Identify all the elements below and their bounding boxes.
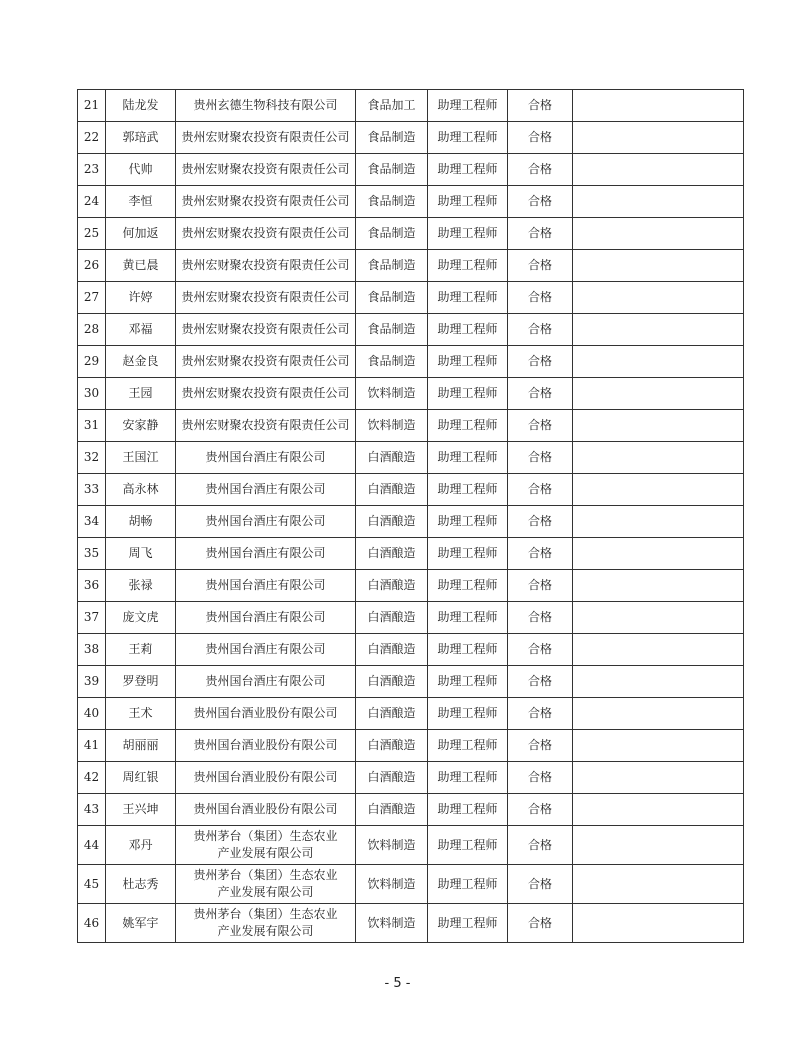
cell-organization: 贵州宏财聚农投资有限责任公司: [176, 346, 356, 378]
cell-result: 合格: [508, 762, 573, 794]
cell-organization: 贵州国台酒庄有限公司: [176, 634, 356, 666]
cell-organization: 贵州国台酒庄有限公司: [176, 442, 356, 474]
cell-note: [573, 122, 744, 154]
cell-name: 王园: [106, 378, 176, 410]
cell-number: 44: [78, 826, 106, 865]
table-row: [78, 410, 744, 442]
cell-field: 饮料制造: [356, 865, 428, 904]
cell-organization: [176, 865, 356, 904]
cell-title: 助理工程师: [428, 250, 508, 282]
page-number: - 5 -: [384, 976, 411, 991]
cell-title: 助理工程师: [428, 865, 508, 904]
cell-field: 食品制造: [356, 250, 428, 282]
cell-name: 代帅: [106, 154, 176, 186]
cell-title: 助理工程师: [428, 378, 508, 410]
cell-note: [573, 314, 744, 346]
cell-number: 36: [78, 570, 106, 602]
cell-note: [573, 186, 744, 218]
cell-number: 34: [78, 506, 106, 538]
cell-name: 姚军宇: [106, 904, 176, 943]
organization-line-2: 产业发展有限公司: [217, 885, 314, 899]
cell-organization: 贵州宏财聚农投资有限责任公司: [176, 218, 356, 250]
organization-line-1: 贵州茅台（集团）生态农业: [193, 868, 338, 882]
cell-note: [573, 378, 744, 410]
cell-result: 合格: [508, 865, 573, 904]
cell-note: [573, 506, 744, 538]
cell-field: 白酒酿造: [356, 794, 428, 826]
cell-organization: 贵州国台酒庄有限公司: [176, 602, 356, 634]
organization-line-1: 贵州茅台（集团）生态农业: [193, 907, 338, 921]
cell-result: 合格: [508, 666, 573, 698]
table-row: [78, 904, 744, 943]
cell-note: [573, 218, 744, 250]
cell-name: 郭琣武: [106, 122, 176, 154]
cell-result: 合格: [508, 794, 573, 826]
cell-title: 助理工程师: [428, 218, 508, 250]
cell-note: [573, 282, 744, 314]
cell-note: [573, 602, 744, 634]
cell-title: 助理工程师: [428, 794, 508, 826]
cell-result: 合格: [508, 442, 573, 474]
cell-title: 助理工程师: [428, 602, 508, 634]
cell-number: 25: [78, 218, 106, 250]
cell-title: 助理工程师: [428, 186, 508, 218]
table-row: [78, 602, 744, 634]
cell-result: 合格: [508, 634, 573, 666]
cell-title: 助理工程师: [428, 904, 508, 943]
table-row: [78, 666, 744, 698]
cell-title: 助理工程师: [428, 570, 508, 602]
cell-result: 合格: [508, 122, 573, 154]
table-row: [78, 474, 744, 506]
cell-organization: 贵州宏财聚农投资有限责任公司: [176, 122, 356, 154]
cell-name: 罗登明: [106, 666, 176, 698]
cell-note: [573, 570, 744, 602]
cell-result: 合格: [508, 90, 573, 122]
cell-field: 白酒酿造: [356, 442, 428, 474]
cell-field: 饮料制造: [356, 410, 428, 442]
cell-note: [573, 730, 744, 762]
cell-field: 白酒酿造: [356, 666, 428, 698]
table-row: [78, 90, 744, 122]
cell-name: 周飞: [106, 538, 176, 570]
cell-number: 32: [78, 442, 106, 474]
cell-title: 助理工程师: [428, 90, 508, 122]
cell-title: 助理工程师: [428, 730, 508, 762]
cell-name: 何加返: [106, 218, 176, 250]
table-row: [78, 794, 744, 826]
cell-organization: 贵州宏财聚农投资有限责任公司: [176, 282, 356, 314]
cell-title: 助理工程师: [428, 346, 508, 378]
table-row: [78, 314, 744, 346]
cell-result: 合格: [508, 538, 573, 570]
cell-field: 白酒酿造: [356, 602, 428, 634]
cell-note: [573, 762, 744, 794]
cell-note: [573, 538, 744, 570]
cell-number: 30: [78, 378, 106, 410]
cell-organization: 贵州国台酒业股份有限公司: [176, 698, 356, 730]
cell-name: 王术: [106, 698, 176, 730]
cell-field: 食品制造: [356, 282, 428, 314]
cell-number: 27: [78, 282, 106, 314]
cell-title: 助理工程师: [428, 698, 508, 730]
roster-table: [77, 89, 744, 943]
cell-organization: 贵州国台酒庄有限公司: [176, 538, 356, 570]
table-row: [78, 122, 744, 154]
cell-result: 合格: [508, 730, 573, 762]
cell-name: 李恒: [106, 186, 176, 218]
cell-field: 食品加工: [356, 90, 428, 122]
cell-result: 合格: [508, 826, 573, 865]
cell-note: [573, 698, 744, 730]
cell-note: [573, 666, 744, 698]
table-row: [78, 730, 744, 762]
cell-number: 23: [78, 154, 106, 186]
cell-organization: 贵州国台酒庄有限公司: [176, 570, 356, 602]
cell-number: 24: [78, 186, 106, 218]
table-row: [78, 506, 744, 538]
cell-result: 合格: [508, 698, 573, 730]
cell-field: 白酒酿造: [356, 730, 428, 762]
cell-number: 31: [78, 410, 106, 442]
cell-field: 白酒酿造: [356, 538, 428, 570]
cell-name: 王兴坤: [106, 794, 176, 826]
cell-name: 高永林: [106, 474, 176, 506]
cell-result: 合格: [508, 474, 573, 506]
cell-number: 29: [78, 346, 106, 378]
cell-number: 41: [78, 730, 106, 762]
cell-title: 助理工程师: [428, 282, 508, 314]
table-row: [78, 218, 744, 250]
cell-title: 助理工程师: [428, 122, 508, 154]
cell-field: 白酒酿造: [356, 762, 428, 794]
organization-line-2: 产业发展有限公司: [217, 924, 314, 938]
cell-name: 黄已晨: [106, 250, 176, 282]
cell-number: 39: [78, 666, 106, 698]
cell-name: 胡畅: [106, 506, 176, 538]
cell-number: 28: [78, 314, 106, 346]
cell-field: 食品制造: [356, 122, 428, 154]
cell-field: 饮料制造: [356, 904, 428, 943]
cell-organization: 贵州宏财聚农投资有限责任公司: [176, 154, 356, 186]
cell-name: 王莉: [106, 634, 176, 666]
cell-name: 许婷: [106, 282, 176, 314]
cell-number: 40: [78, 698, 106, 730]
cell-field: 食品制造: [356, 154, 428, 186]
cell-result: 合格: [508, 218, 573, 250]
cell-note: [573, 865, 744, 904]
cell-title: 助理工程师: [428, 826, 508, 865]
cell-field: 食品制造: [356, 186, 428, 218]
cell-field: 白酒酿造: [356, 570, 428, 602]
cell-organization: 贵州宏财聚农投资有限责任公司: [176, 186, 356, 218]
cell-field: 白酒酿造: [356, 474, 428, 506]
cell-result: 合格: [508, 282, 573, 314]
cell-name: 周红银: [106, 762, 176, 794]
cell-note: [573, 250, 744, 282]
organization-line-1: 贵州茅台（集团）生态农业: [193, 829, 338, 843]
cell-field: 食品制造: [356, 346, 428, 378]
cell-number: 21: [78, 90, 106, 122]
cell-number: 42: [78, 762, 106, 794]
cell-number: 22: [78, 122, 106, 154]
cell-note: [573, 474, 744, 506]
table-row: [78, 442, 744, 474]
table-row: [78, 865, 744, 904]
cell-name: 胡丽丽: [106, 730, 176, 762]
cell-result: 合格: [508, 378, 573, 410]
cell-note: [573, 442, 744, 474]
cell-note: [573, 794, 744, 826]
cell-result: 合格: [508, 506, 573, 538]
cell-organization: 贵州宏财聚农投资有限责任公司: [176, 378, 356, 410]
table-row: [78, 634, 744, 666]
cell-field: 白酒酿造: [356, 698, 428, 730]
cell-organization: 贵州国台酒庄有限公司: [176, 474, 356, 506]
cell-note: [573, 410, 744, 442]
cell-field: 饮料制造: [356, 378, 428, 410]
cell-result: 合格: [508, 186, 573, 218]
cell-result: 合格: [508, 154, 573, 186]
table-row: [78, 570, 744, 602]
table-row: [78, 186, 744, 218]
table-row: [78, 698, 744, 730]
cell-number: 46: [78, 904, 106, 943]
cell-title: 助理工程师: [428, 506, 508, 538]
table-row: [78, 346, 744, 378]
cell-organization: 贵州玄德生物科技有限公司: [176, 90, 356, 122]
cell-result: 合格: [508, 904, 573, 943]
cell-title: 助理工程师: [428, 666, 508, 698]
cell-name: 安家静: [106, 410, 176, 442]
cell-title: 助理工程师: [428, 538, 508, 570]
cell-title: 助理工程师: [428, 474, 508, 506]
organization-line-2: 产业发展有限公司: [217, 846, 314, 860]
table-row: [78, 538, 744, 570]
cell-number: 45: [78, 865, 106, 904]
cell-note: [573, 346, 744, 378]
cell-field: 食品制造: [356, 218, 428, 250]
cell-note: [573, 154, 744, 186]
cell-number: 43: [78, 794, 106, 826]
roster-body: [78, 90, 744, 943]
cell-result: 合格: [508, 346, 573, 378]
cell-result: 合格: [508, 602, 573, 634]
cell-name: 邓福: [106, 314, 176, 346]
table-row: [78, 250, 744, 282]
cell-organization: 贵州国台酒庄有限公司: [176, 666, 356, 698]
cell-organization: 贵州国台酒业股份有限公司: [176, 730, 356, 762]
cell-note: [573, 90, 744, 122]
cell-title: 助理工程师: [428, 762, 508, 794]
cell-organization: 贵州宏财聚农投资有限责任公司: [176, 410, 356, 442]
table-row: [78, 282, 744, 314]
table-row: [78, 378, 744, 410]
cell-name: 赵金良: [106, 346, 176, 378]
cell-title: 助理工程师: [428, 634, 508, 666]
cell-result: 合格: [508, 250, 573, 282]
cell-result: 合格: [508, 314, 573, 346]
cell-number: 26: [78, 250, 106, 282]
cell-field: 白酒酿造: [356, 634, 428, 666]
cell-name: 庞文虎: [106, 602, 176, 634]
cell-organization: 贵州国台酒庄有限公司: [176, 506, 356, 538]
cell-field: 食品制造: [356, 314, 428, 346]
cell-name: 王国江: [106, 442, 176, 474]
cell-name: 邓丹: [106, 826, 176, 865]
cell-note: [573, 826, 744, 865]
cell-field: 饮料制造: [356, 826, 428, 865]
cell-name: 张禄: [106, 570, 176, 602]
cell-organization: [176, 826, 356, 865]
cell-number: 38: [78, 634, 106, 666]
cell-organization: 贵州宏财聚农投资有限责任公司: [176, 250, 356, 282]
cell-organization: [176, 904, 356, 943]
cell-title: 助理工程师: [428, 314, 508, 346]
cell-title: 助理工程师: [428, 442, 508, 474]
table-row: [78, 154, 744, 186]
cell-result: 合格: [508, 410, 573, 442]
cell-number: 37: [78, 602, 106, 634]
cell-title: 助理工程师: [428, 154, 508, 186]
cell-organization: 贵州国台酒业股份有限公司: [176, 762, 356, 794]
cell-name: 陆龙发: [106, 90, 176, 122]
table-row: [78, 826, 744, 865]
cell-note: [573, 634, 744, 666]
cell-number: 33: [78, 474, 106, 506]
cell-title: 助理工程师: [428, 410, 508, 442]
cell-name: 杜志秀: [106, 865, 176, 904]
cell-result: 合格: [508, 570, 573, 602]
cell-organization: 贵州国台酒业股份有限公司: [176, 794, 356, 826]
table-row: [78, 762, 744, 794]
cell-number: 35: [78, 538, 106, 570]
cell-note: [573, 904, 744, 943]
cell-field: 白酒酿造: [356, 506, 428, 538]
cell-organization: 贵州宏财聚农投资有限责任公司: [176, 314, 356, 346]
